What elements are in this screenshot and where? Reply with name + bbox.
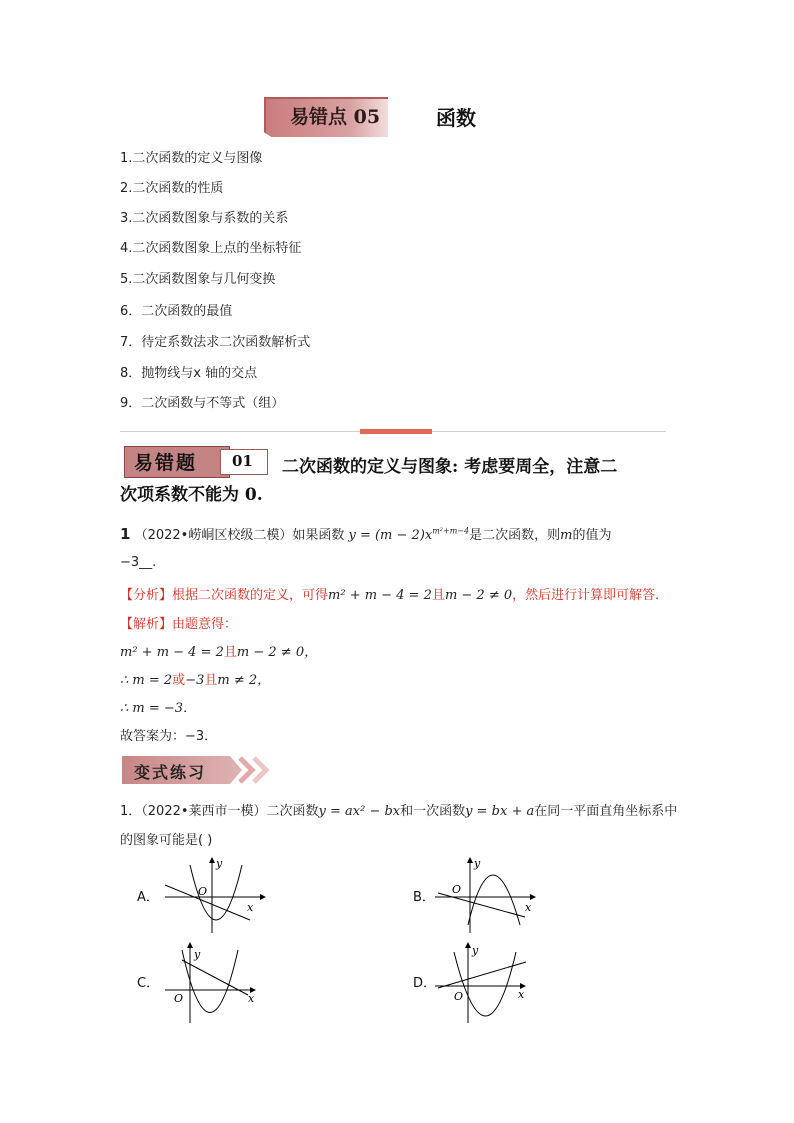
toc-item: 2.二次函数的性质	[120, 181, 224, 196]
y-axis-label: y	[474, 857, 481, 870]
toc-item: 5.二次函数图象与几何变换	[120, 272, 276, 287]
variant-label: 变式练习	[134, 763, 207, 782]
question-formula: y = (m − 2)x	[348, 528, 433, 543]
solution-step-1	[120, 641, 317, 660]
variant-question-text: 1．（2022•莱西市一模）二次函数	[120, 804, 319, 819]
step2-value: −3	[185, 673, 205, 688]
toc-item: 4.二次函数图象上点的坐标特征	[120, 241, 302, 256]
origin-label: O	[454, 990, 464, 1003]
variant-question-text3: 在同一平面直角坐标系中	[534, 804, 678, 819]
toc-item: 1.二次函数的定义与图像	[120, 151, 263, 166]
error-title: 二次函数的定义与图象: 考虑要周全，注意二	[282, 457, 618, 477]
analysis-conj: 且	[431, 588, 445, 603]
step1-conj: 且	[223, 645, 237, 660]
y-axis-label: y	[194, 948, 201, 961]
x-axis-label: x	[247, 901, 254, 914]
page-title: 函数	[436, 106, 476, 130]
solution-heading	[120, 613, 237, 632]
origin-label: O	[452, 883, 462, 896]
error-label: 易错题	[134, 452, 198, 474]
question-tail2: 的值为	[572, 528, 612, 543]
question-number: 1	[120, 525, 131, 543]
analysis-math2: m − 2 ≠ 0	[444, 588, 513, 603]
variant-question-text2: 和一次函数	[400, 804, 466, 819]
analysis-math: m² + m − 4 = 2	[328, 588, 432, 603]
solution-text: 由题意得：	[172, 617, 238, 632]
y-axis-label: y	[472, 944, 479, 957]
title-tag: 易错点 05	[290, 106, 381, 128]
origin-label: O	[174, 992, 184, 1005]
option-d-label[interactable]: D．	[413, 976, 437, 991]
option-a-label[interactable]: A．	[137, 890, 159, 905]
step2-math: ∴ m = 2	[120, 673, 173, 688]
option-b-graph[interactable]	[430, 855, 540, 935]
option-c-label[interactable]: C．	[137, 976, 160, 991]
step2-math2: m ≠ 2，	[217, 673, 271, 688]
origin-label: O	[198, 885, 208, 898]
variant-formula-2: y = bx + a	[465, 804, 535, 819]
analysis-tail: ，然后进行计算即可解答．	[512, 588, 669, 603]
solution-label: 【解析】	[120, 617, 173, 632]
error-number: 01	[232, 452, 253, 470]
analysis-label: 【分析】	[120, 588, 173, 603]
toc-item: 9．二次函数与不等式（组）	[120, 396, 285, 411]
divider-accent	[360, 429, 432, 434]
toc-item: 8．抛物线与x 轴的交点	[120, 366, 258, 381]
x-axis-label: x	[248, 992, 255, 1005]
step2-conj2: 且	[204, 673, 218, 688]
solution-step-3: ∴ m = −3．	[120, 701, 197, 716]
step1-math2: m − 2 ≠ 0，	[236, 645, 318, 660]
step1-math: m² + m − 4 = 2	[120, 645, 224, 660]
step2-conj: 或	[172, 673, 186, 688]
analysis	[120, 584, 668, 603]
question-1	[120, 524, 611, 543]
final-answer: 故答案为：−3．	[120, 729, 218, 744]
option-d-graph[interactable]	[430, 940, 540, 1025]
question-var: m	[560, 528, 573, 543]
answer-line: −3__.	[120, 555, 157, 570]
option-a-graph[interactable]	[160, 855, 270, 935]
option-b-label[interactable]: B．	[413, 890, 435, 905]
question-exponent: m²+m−4	[432, 526, 470, 536]
toc-item: 6．二次函数的最值	[120, 304, 233, 319]
variant-question	[120, 800, 677, 819]
option-c-graph[interactable]	[160, 940, 270, 1025]
x-axis-label: x	[518, 988, 525, 1001]
variant-formula-1: y = ax² − bx	[318, 804, 401, 819]
solution-step-2	[120, 669, 270, 688]
variant-question-line2: 的图象可能是( )	[120, 833, 213, 848]
analysis-text: 根据二次函数的定义，可得	[172, 588, 329, 603]
y-axis-label: y	[216, 857, 223, 870]
toc-item: 3.二次函数图象与系数的关系	[120, 211, 289, 226]
error-title-continued: 次项系数不能为 0.	[120, 485, 263, 505]
question-source: （2022•崂峒区校级二模）如果函数	[134, 528, 345, 543]
chevron-right-icon	[236, 756, 270, 784]
x-axis-label: x	[525, 901, 532, 914]
question-tail: 是二次函数，则	[469, 528, 561, 543]
toc-item: 7．待定系数法求二次函数解析式	[120, 335, 311, 350]
